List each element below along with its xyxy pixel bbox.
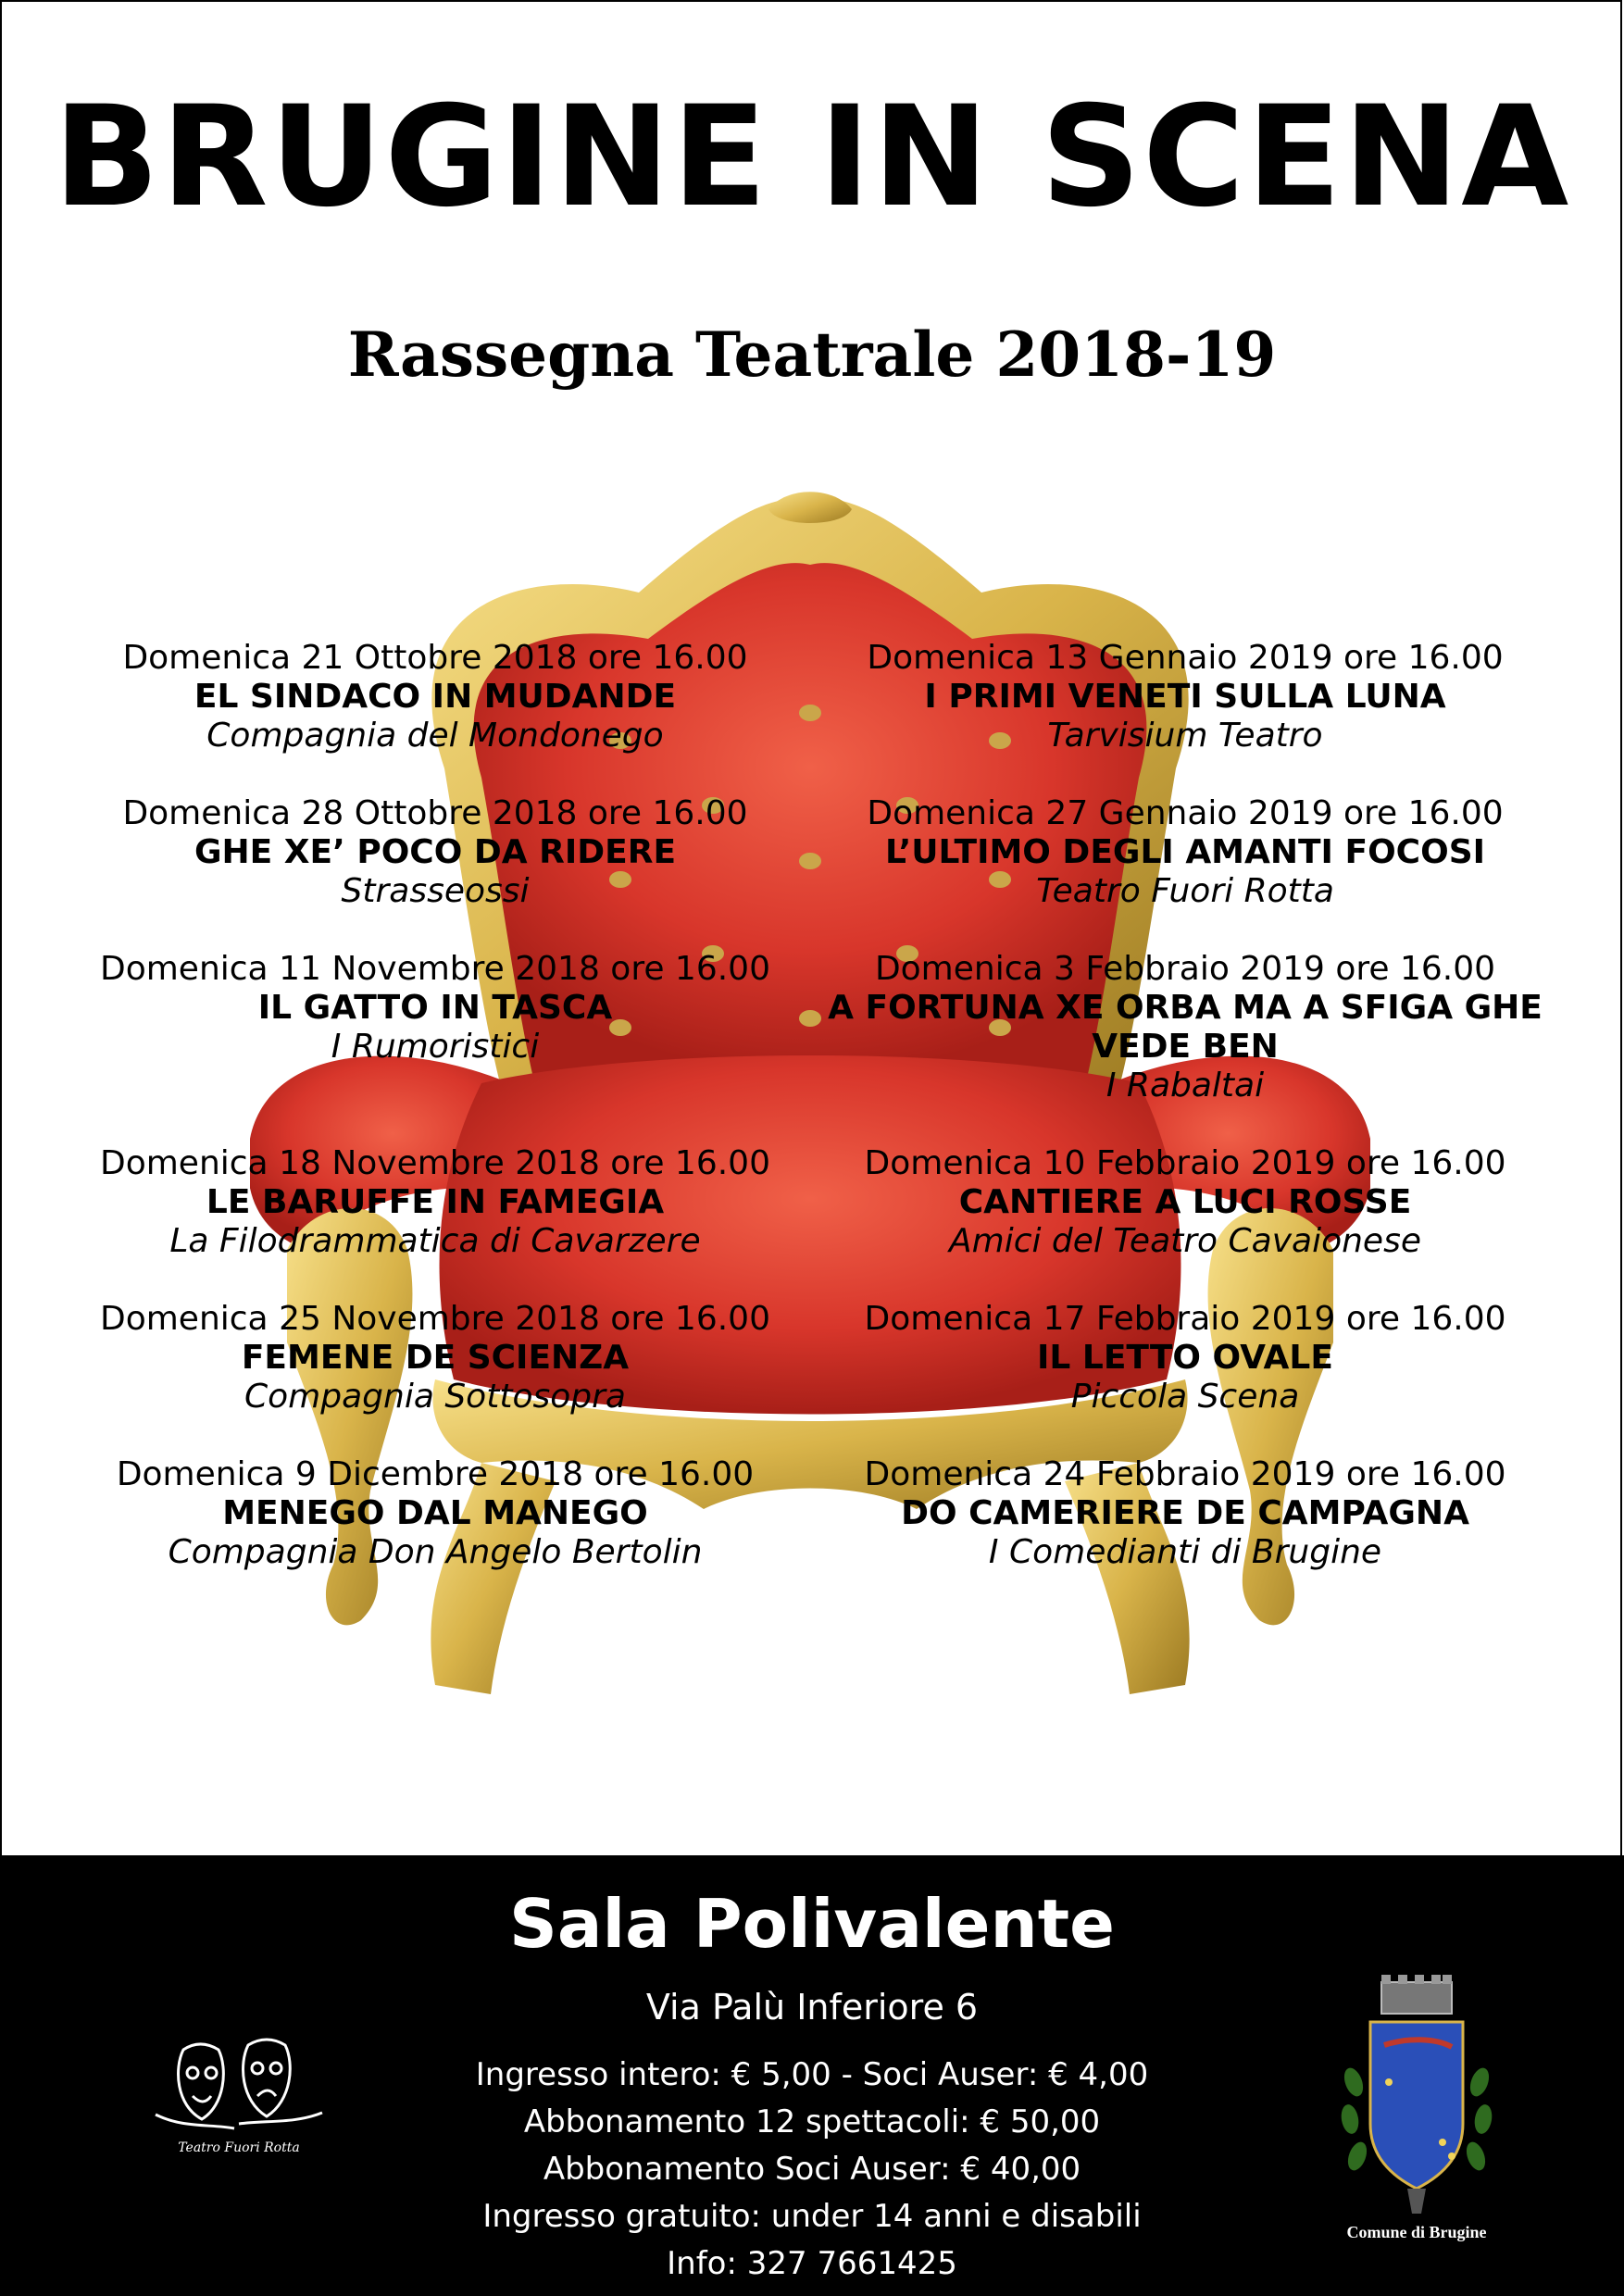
event-company: I Rabaltai	[1106, 1067, 1265, 1104]
event-company: I Comedianti di Brugine	[988, 1533, 1382, 1571]
event-show: EL SINDACO IN MUDANDE	[194, 678, 677, 716]
event-show: FEMENE DE SCIENZA	[241, 1339, 630, 1377]
info-line: Abbonamento Soci Auser: € 40,00	[543, 2151, 1081, 2188]
event-date: Domenica 11 Novembre 2018 ore 16.00	[99, 950, 770, 988]
event-right-1	[815, 639, 1555, 755]
event-show: GHE XE’ POCO DA RIDERE	[194, 833, 677, 871]
event-company: Strasseossi	[341, 872, 530, 910]
event-company: Piccola Scena	[1070, 1378, 1300, 1416]
event-left-5	[65, 1300, 806, 1416]
events-column-left	[65, 639, 806, 1572]
event-right-4	[815, 1144, 1555, 1261]
event-date: Domenica 24 Febbraio 2019 ore 16.00	[864, 1455, 1506, 1493]
event-left-6	[65, 1455, 806, 1572]
event-company: Teatro Fuori Rotta	[1036, 872, 1334, 910]
event-left-4	[65, 1144, 806, 1261]
event-date: Domenica 17 Febbraio 2019 ore 16.00	[864, 1300, 1506, 1338]
event-company: La Filodrammatica di Cavarzere	[169, 1222, 701, 1260]
info-line: Info: 327 7661425	[667, 2245, 957, 2282]
theatre-masks-icon	[146, 2031, 331, 2140]
event-show: IL LETTO OVALE	[1037, 1339, 1333, 1377]
event-show: L’ULTIMO DEGLI AMANTI FOCOSI	[884, 833, 1486, 871]
event-company: Compagnia Don Angelo Bertolin	[168, 1533, 703, 1571]
municipal-crest-logo	[1333, 1971, 1500, 2249]
event-left-1	[65, 639, 806, 755]
event-show: IL GATTO IN TASCA	[257, 989, 613, 1027]
events-column-right	[815, 639, 1555, 1572]
event-show: MENEGO DAL MANEGO	[222, 1494, 648, 1532]
logo-left-caption: Teatro Fuori Rotta	[178, 2140, 300, 2155]
theatre-masks-logo	[146, 2031, 331, 2161]
event-date: Domenica 10 Febbraio 2019 ore 16.00	[864, 1144, 1506, 1182]
event-company: Compagnia del Mondonego	[206, 717, 664, 755]
event-show: LE BARUFFE IN FAMEGIA	[206, 1183, 665, 1221]
event-company: Amici del Teatro Cavaionese	[949, 1222, 1421, 1260]
event-date: Domenica 13 Gennaio 2019 ore 16.00	[867, 639, 1504, 677]
event-company: Tarvisium Teatro	[1047, 717, 1323, 755]
event-left-2	[65, 794, 806, 911]
event-left-3	[65, 950, 806, 1067]
info-line: Abbonamento 12 spettacoli: € 50,00	[523, 2103, 1101, 2140]
venue-name: Sala Polivalente	[509, 1885, 1115, 1963]
event-show: A FORTUNA XE ORBA MA A SFIGA GHE VEDE BEN	[828, 989, 1543, 1066]
event-right-3	[815, 950, 1555, 1105]
event-company: I Rumoristici	[331, 1028, 540, 1066]
event-date: Domenica 28 Ottobre 2018 ore 16.00	[122, 794, 748, 832]
event-right-2	[815, 794, 1555, 911]
event-show: I PRIMI VENETI SULLA LUNA	[924, 678, 1446, 716]
event-date: Domenica 21 Ottobre 2018 ore 16.00	[122, 639, 748, 677]
logo-right-caption: Comune di Brugine	[1346, 2223, 1487, 2241]
venue-address: Via Palù Inferiore 6	[645, 1987, 979, 2028]
event-right-5	[815, 1300, 1555, 1416]
event-date: Domenica 3 Febbraio 2019 ore 16.00	[874, 950, 1496, 988]
poster-subtitle: Rassegna Teatrale 2018-19	[347, 318, 1277, 391]
poster-title: BRUGINE IN SCENA	[53, 77, 1571, 238]
footer-panel	[0, 1855, 1624, 2296]
event-date: Domenica 18 Novembre 2018 ore 16.00	[99, 1144, 770, 1182]
event-date: Domenica 27 Gennaio 2019 ore 16.00	[867, 794, 1504, 832]
crest-icon	[1333, 1971, 1500, 2221]
info-line: Ingresso intero: € 5,00 - Soci Auser: € 4,00	[475, 2056, 1149, 2093]
event-company: Compagnia Sottosopra	[244, 1378, 626, 1416]
event-show: DO CAMERIERE DE CAMPAGNA	[901, 1494, 1469, 1532]
event-date: Domenica 25 Novembre 2018 ore 16.00	[99, 1300, 770, 1338]
event-show: CANTIERE A LUCI ROSSE	[958, 1183, 1412, 1221]
event-right-6	[815, 1455, 1555, 1572]
info-line: Ingresso gratuito: under 14 anni e disabili	[482, 2198, 1142, 2235]
event-date: Domenica 9 Dicembre 2018 ore 16.00	[116, 1455, 755, 1493]
